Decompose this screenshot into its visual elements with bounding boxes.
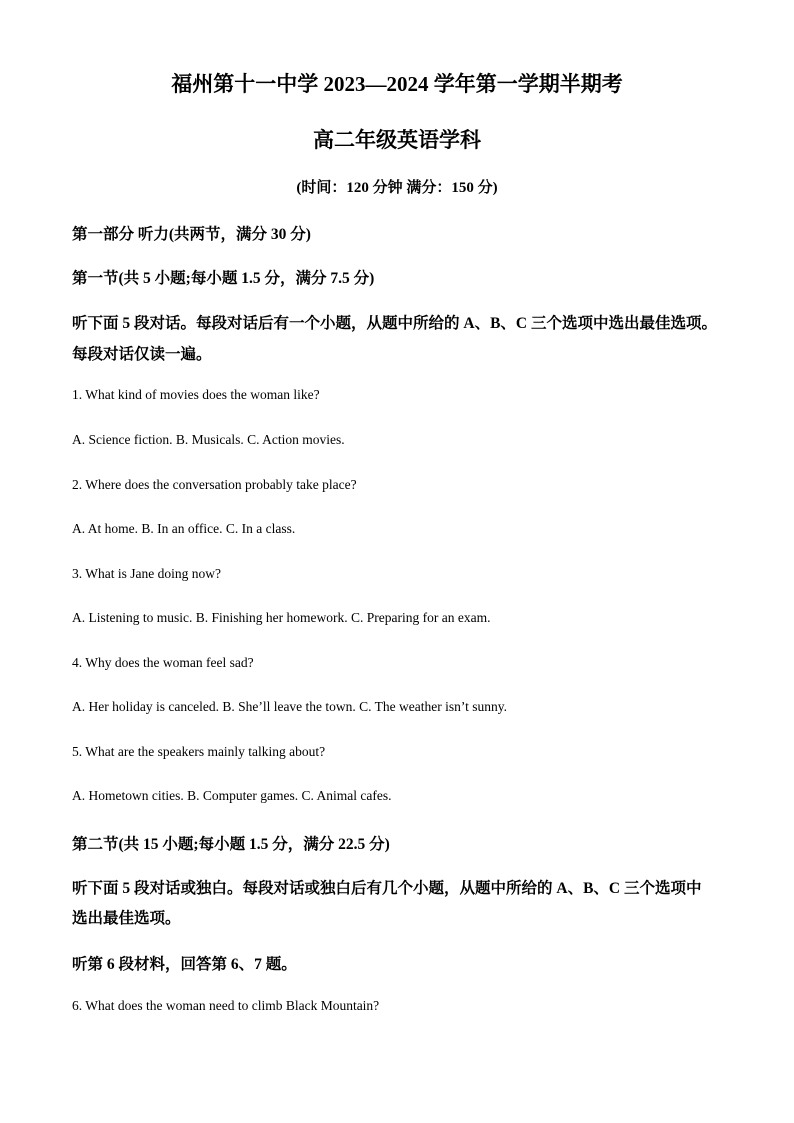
- section1-heading: 第一节(共 5 小题;每小题 1.5 分，满分 7.5 分): [72, 270, 375, 287]
- question-5: 5. What are the speakers mainly talking about?: [72, 744, 326, 759]
- question-3: 3. What is Jane doing now?: [72, 566, 221, 581]
- section2-heading: 第二节(共 15 小题;每小题 1.5 分，满分 22.5 分): [72, 836, 390, 853]
- question-3-options: A. Listening to music. B. Finishing her homework. C. Preparing for an exam.: [72, 610, 491, 625]
- material-6-heading: 听第 6 段材料，回答第 6、7 题。: [72, 956, 297, 973]
- section1-instruction-line1: 听下面 5 段对话。每段对话后有一个小题，从题中所给的 A、B、C 三个选项中选出最佳选项。: [72, 315, 717, 332]
- exam-subject: 高二年级英语学科: [313, 128, 481, 152]
- question-2: 2. Where does the conversation probably take place?: [72, 477, 357, 492]
- exam-title: 福州第十一中学 2023—2024 学年第一学期半期考: [171, 72, 623, 96]
- question-2-options: A. At home. B. In an office. C. In a class.: [72, 521, 296, 536]
- question-6: 6. What does the woman need to climb Black Mountain?: [72, 998, 380, 1013]
- question-1-options: A. Science fiction. B. Musicals. C. Action movies.: [72, 432, 345, 447]
- exam-time-info: (时间：120 分钟 满分：150 分): [296, 180, 498, 196]
- question-4-options: A. Her holiday is canceled. B. She’ll leave the town. C. The weather isn’t sunny.: [72, 699, 508, 714]
- section2-instruction-line1: 听下面 5 段对话或独白。每段对话或独白后有几个小题，从题中所给的 A、B、C 三个选项中: [72, 880, 702, 897]
- question-1: 1. What kind of movies does the woman like?: [72, 387, 320, 402]
- section1-instruction-line2: 每段对话仅读一遍。: [72, 346, 212, 363]
- part1-heading: 第一部分 听力(共两节，满分 30 分): [72, 226, 311, 243]
- section2-instruction-line2: 选出最佳选项。: [72, 910, 181, 927]
- question-5-options: A. Hometown cities. B. Computer games. C. Animal cafes.: [72, 788, 392, 803]
- question-4: 4. Why does the woman feel sad?: [72, 655, 254, 670]
